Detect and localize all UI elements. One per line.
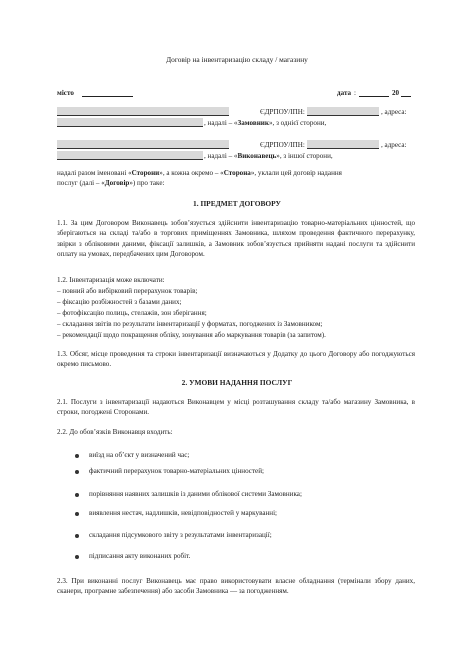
executor-name-field[interactable] — [57, 140, 229, 149]
city-label: місто — [57, 89, 74, 97]
executor-address-label: , адреса: — [381, 141, 407, 149]
customer-address-field[interactable] — [57, 118, 203, 127]
clause-1-1: 1.1. За цим Договором Виконавець зобов’язується здійснити інвентаризацію товарно-матеріальних цінностей, що зберігаються на складі та/або в торгових приміщеннях Замовника, шляхом проведення фактичного перерахунку, звірки з обліковими даними, фіксації залишків, а Замовник зобов’язується прийняти надані послуги та здійснити оплату на умовах, передбачених цим Договором. — [57, 219, 415, 259]
list-item: виїзд на об’єкт у визначений час; — [89, 451, 190, 459]
preamble: надалі разом іменовані «Сторони», а кожна окремо – «Сторона», уклали цей договір надання послуг (далі – «Договір») про таке: — [57, 169, 342, 187]
executor-role: Виконавець — [237, 152, 277, 160]
bullet-icon — [75, 470, 79, 474]
list-item: – фотофіксацію полиць, стелажів, зон зберігання; — [57, 309, 207, 317]
clause-2-2: 2.2. До обов’язків Виконавця входить: — [57, 428, 173, 436]
document-title: Договір на інвентаризацію складу / магазину — [166, 55, 308, 64]
customer-role: Замовник — [237, 119, 269, 127]
executor-edrpou-label: ЄДРПОУ/ІПН: — [260, 141, 305, 149]
list-item: – фіксацію розбіжностей з базами даних; — [57, 298, 182, 306]
executor-role-line: , надалі – «Виконавець», з іншої сторони, — [204, 152, 333, 160]
list-item: – рекомендації щодо покращення обліку, зонування або маркування товарів (за запитом). — [57, 331, 326, 339]
section2-heading: 2. УМОВИ НАДАННЯ ПОСЛУГ — [181, 378, 293, 387]
year-blank[interactable] — [401, 89, 411, 97]
bullet-icon — [75, 454, 79, 458]
date-year: 20 — [392, 89, 400, 97]
list-item: порівняння наявних залишків із даними облікової системи Замовника; — [89, 490, 302, 498]
list-item: підписання акту виконаних робіт. — [89, 552, 191, 560]
city-blank[interactable] — [82, 89, 133, 97]
list-item: – складання звітів по результати інвентаризації у форматах, погоджених із Замовником; — [57, 320, 323, 328]
customer-address-label: , адреса: — [381, 108, 407, 116]
clause-2-3: 2.3. При виконанні послуг Виконавець має право використовувати власне обладнання (термінали збору даних, сканери, програмне забезпечення) або засоби Замовника — за погодженням. — [57, 577, 415, 596]
bullet-icon — [75, 512, 79, 516]
clause-1-3: 1.3. Обсяг, місце проведення та строки інвентаризації визначаються у Додатку до цього Договору або погоджуються окремо письмово. — [57, 350, 415, 369]
bullet-icon — [75, 555, 79, 559]
list-item: фактичний перерахунок товарно-матеріальних цінностей; — [89, 467, 264, 475]
date-label: дата — [337, 89, 352, 97]
executor-address-field[interactable] — [57, 151, 203, 160]
clause-2-1: 2.1. Послуги з інвентаризації надаються Виконавцем у місці розташування складу та/або магазину Замовника, в строки, погоджені Сторонами. — [57, 398, 415, 417]
list-item: виявлення нестач, надлишків, невідповідностей у маркуванні; — [89, 509, 278, 517]
customer-edrpou-label: ЄДРПОУ/ІПН: — [260, 108, 305, 116]
clause-1-2: 1.2. Інвентаризація може включати: — [57, 276, 165, 284]
bullet-icon — [75, 493, 79, 497]
customer-name-field[interactable] — [57, 107, 229, 116]
customer-role-line: , надалі – «Замовник», з однієї сторони, — [204, 119, 327, 127]
bullet-icon — [75, 534, 79, 538]
customer-edrpou-field[interactable] — [307, 107, 379, 116]
section1-heading: 1. ПРЕДМЕТ ДОГОВОРУ — [193, 199, 281, 208]
date-colon: : — [354, 89, 356, 97]
list-item: складання підсумкового звіту з результатами інвентаризації; — [89, 531, 272, 539]
executor-edrpou-field[interactable] — [307, 140, 379, 149]
date-blank[interactable] — [359, 89, 389, 97]
list-item: – повний або вибірковий перерахунок товарів; — [57, 287, 198, 295]
